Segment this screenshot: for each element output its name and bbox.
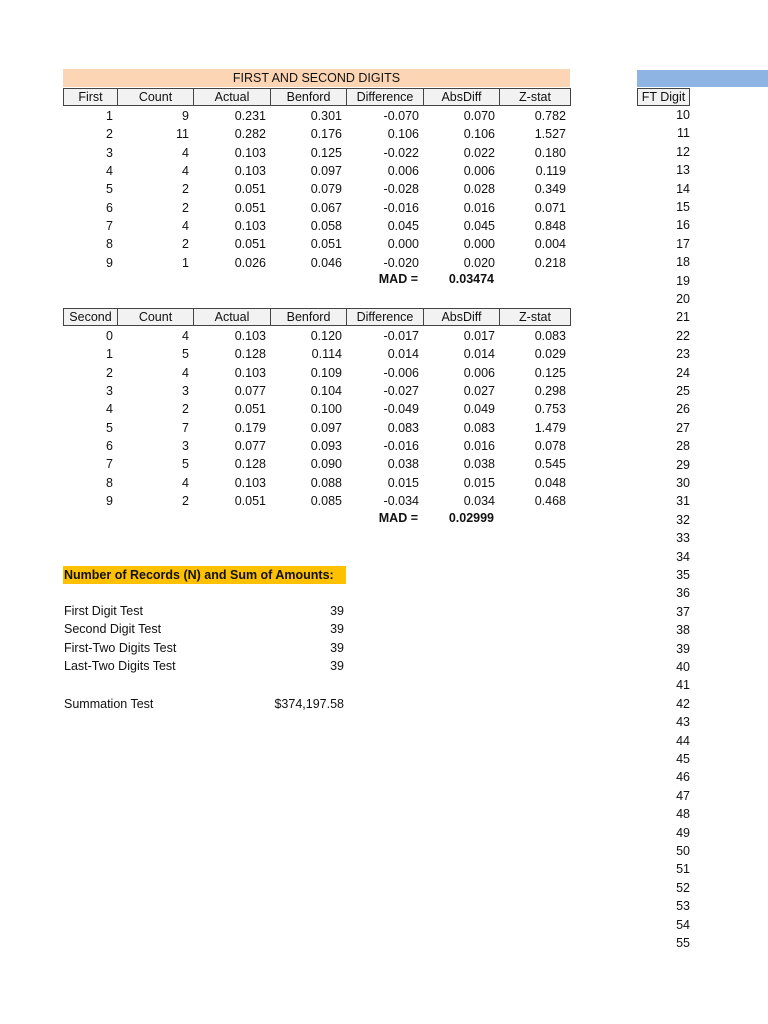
cell-difference: 0.006	[387, 164, 419, 179]
ft-digit-value: 17	[676, 236, 690, 251]
cell-digit: 1	[106, 109, 113, 123]
cell-benford: 0.051	[310, 237, 342, 252]
header-benford: Benford	[270, 308, 347, 326]
cell-count: 2	[182, 200, 189, 215]
cell-digit: 8	[106, 237, 113, 252]
cell-difference: 0.015	[387, 475, 419, 490]
cell-difference: -0.027	[383, 384, 419, 399]
cell-zstat: 0.782	[534, 109, 566, 123]
ft-digit-value: 36	[676, 586, 690, 601]
cell-zstat: 0.078	[534, 439, 566, 454]
cell-count: 5	[182, 457, 189, 472]
record-label: Second Digit Test	[64, 622, 162, 637]
cell-difference: 0.000	[387, 237, 419, 252]
cell-actual: 0.103	[234, 145, 266, 160]
cell-zstat: 0.004	[534, 237, 566, 252]
ft-digit-value: 38	[676, 623, 690, 638]
cell-difference: -0.016	[383, 200, 419, 215]
cell-actual: 0.051	[234, 402, 266, 417]
cell-actual: 0.128	[234, 457, 266, 472]
cell-benford: 0.104	[310, 384, 342, 399]
cell-digit: 9	[106, 255, 113, 270]
cell-absdiff: 0.070	[463, 109, 495, 123]
cell-absdiff: 0.106	[463, 127, 495, 142]
ft-digit-value: 10	[676, 108, 690, 122]
cell-benford: 0.120	[310, 329, 342, 343]
cell-absdiff: 0.034	[463, 494, 495, 509]
cell-benford: 0.100	[310, 402, 342, 417]
cell-difference: 0.083	[387, 420, 419, 435]
cell-difference: -0.022	[383, 145, 419, 160]
cell-actual: 0.103	[234, 164, 266, 179]
ft-digit-value: 13	[676, 163, 690, 178]
cell-zstat: 0.753	[534, 402, 566, 417]
ft-digit-value: 32	[676, 512, 690, 527]
ft-digit-value: 28	[676, 439, 690, 454]
ft-header-bar	[637, 70, 768, 87]
ft-digit-value: 48	[676, 807, 690, 822]
header-actual: Actual	[193, 308, 271, 326]
cell-absdiff: 0.028	[463, 182, 495, 197]
cell-absdiff: 0.049	[463, 402, 495, 417]
cell-benford: 0.085	[310, 494, 342, 509]
cell-zstat: 0.083	[534, 329, 566, 343]
records-banner: Number of Records (N) and Sum of Amounts:	[63, 566, 346, 584]
cell-actual: 0.077	[234, 384, 266, 399]
cell-difference: -0.006	[383, 365, 419, 380]
cell-count: 4	[182, 164, 189, 179]
cell-absdiff: 0.016	[463, 439, 495, 454]
first-mad-label: MAD =	[378, 272, 418, 286]
ft-digit-value: 50	[676, 844, 690, 858]
first-mad-value: 0.03474	[448, 272, 494, 286]
cell-digit: 4	[106, 164, 113, 179]
ft-digit-value: 29	[676, 457, 690, 472]
cell-absdiff: 0.000	[463, 237, 495, 252]
cell-actual: 0.103	[234, 365, 266, 380]
cell-difference: -0.020	[383, 255, 419, 270]
ft-digit-value: 20	[676, 292, 690, 306]
ft-digit-value: 33	[676, 531, 690, 546]
cell-count: 4	[182, 219, 189, 234]
cell-count: 4	[182, 329, 189, 343]
cell-digit: 6	[106, 200, 113, 215]
cell-actual: 0.128	[234, 347, 266, 362]
header-absdiff: AbsDiff	[423, 88, 500, 106]
cell-benford: 0.114	[311, 347, 342, 362]
cell-digit: 4	[106, 402, 113, 417]
ft-digit-value: 34	[676, 549, 690, 564]
header-benford: Benford	[270, 88, 347, 106]
cell-count: 2	[182, 402, 189, 417]
ft-digit-value: 44	[676, 733, 690, 748]
cell-digit: 2	[106, 365, 113, 380]
ft-digit-value: 49	[676, 825, 690, 840]
cell-count: 7	[182, 420, 189, 435]
ft-digit-header: FT Digit	[637, 88, 690, 106]
cell-zstat: 0.349	[534, 182, 566, 197]
cell-digit: 1	[106, 347, 113, 362]
ft-digit-value: 31	[676, 494, 690, 509]
cell-count: 4	[182, 475, 189, 490]
ft-digit-value: 24	[676, 365, 690, 380]
ft-digit-value: 14	[676, 181, 690, 196]
ft-digit-value: 22	[676, 328, 690, 343]
header-digit: First	[63, 88, 118, 106]
ft-digit-value: 40	[676, 660, 690, 674]
cell-digit: 5	[106, 420, 113, 435]
cell-zstat: 0.119	[535, 164, 566, 179]
cell-benford: 0.067	[310, 200, 342, 215]
ft-digit-value: 43	[676, 715, 690, 730]
cell-count: 11	[176, 127, 189, 142]
cell-difference: 0.038	[387, 457, 419, 472]
cell-actual: 0.103	[234, 475, 266, 490]
cell-difference: -0.070	[383, 109, 419, 123]
header-count: Count	[117, 88, 194, 106]
cell-digit: 7	[106, 219, 113, 234]
ft-digit-value: 45	[676, 752, 690, 766]
cell-count: 4	[182, 365, 189, 380]
ft-digit-value: 41	[676, 678, 690, 693]
cell-zstat: 0.218	[534, 255, 566, 270]
ft-digit-value: 53	[676, 899, 690, 914]
cell-zstat: 0.468	[534, 494, 566, 509]
cell-absdiff: 0.027	[463, 384, 495, 399]
second-mad-label: MAD =	[378, 511, 418, 525]
cell-benford: 0.058	[310, 219, 342, 234]
ft-digit-value: 42	[676, 696, 690, 711]
cell-actual: 0.051	[234, 200, 266, 215]
ft-digit-value: 18	[676, 255, 690, 270]
cell-count: 2	[182, 237, 189, 252]
cell-digit: 3	[106, 384, 113, 399]
record-label: First Digit Test	[64, 604, 143, 618]
first-second-digits-banner: FIRST AND SECOND DIGITS	[63, 69, 570, 87]
ft-digit-value: 21	[676, 310, 690, 325]
cell-count: 5	[182, 347, 189, 362]
ft-digit-value: 11	[677, 126, 690, 141]
cell-digit: 0	[106, 329, 113, 343]
header-absdiff: AbsDiff	[423, 308, 500, 326]
cell-benford: 0.097	[310, 420, 342, 435]
header-zstat: Z-stat	[499, 308, 571, 326]
ft-digit-value: 12	[676, 144, 690, 159]
cell-benford: 0.088	[310, 475, 342, 490]
cell-absdiff: 0.014	[463, 347, 495, 362]
cell-benford: 0.109	[310, 365, 342, 380]
cell-absdiff: 0.020	[463, 255, 495, 270]
cell-absdiff: 0.016	[463, 200, 495, 215]
record-value: 39	[330, 640, 344, 655]
header-digit: Second	[63, 308, 118, 326]
cell-count: 2	[182, 494, 189, 509]
ft-digit-value: 26	[676, 402, 690, 417]
cell-absdiff: 0.017	[463, 329, 495, 343]
record-value: 39	[330, 622, 344, 637]
cell-actual: 0.077	[234, 439, 266, 454]
cell-benford: 0.125	[310, 145, 342, 160]
cell-benford: 0.079	[310, 182, 342, 197]
ft-digit-value: 39	[676, 641, 690, 656]
header-count: Count	[117, 308, 194, 326]
record-value: 39	[330, 658, 344, 673]
ft-digit-value: 25	[676, 384, 690, 398]
cell-count: 1	[182, 255, 189, 270]
header-difference: Difference	[346, 308, 424, 326]
ft-digit-value: 16	[676, 218, 690, 233]
cell-count: 9	[182, 109, 189, 123]
cell-digit: 8	[106, 475, 113, 490]
cell-digit: 2	[106, 127, 113, 142]
cell-benford: 0.090	[310, 457, 342, 472]
cell-actual: 0.282	[234, 127, 266, 142]
cell-actual: 0.179	[234, 420, 266, 435]
cell-count: 2	[182, 182, 189, 197]
ft-digit-value: 52	[676, 880, 690, 895]
cell-benford: 0.093	[310, 439, 342, 454]
cell-zstat: 0.848	[534, 219, 566, 234]
ft-digit-value: 23	[676, 347, 690, 362]
cell-digit: 3	[106, 145, 113, 160]
ft-digit-value: 35	[676, 568, 690, 582]
record-label: Last-Two Digits Test	[64, 658, 176, 673]
cell-zstat: 0.545	[534, 457, 566, 472]
ft-digit-value: 47	[676, 788, 690, 803]
ft-digit-value: 51	[676, 862, 690, 877]
cell-difference: 0.014	[387, 347, 419, 362]
cell-actual: 0.051	[234, 237, 266, 252]
cell-benford: 0.176	[310, 127, 342, 142]
cell-zstat: 0.180	[534, 145, 566, 160]
cell-actual: 0.231	[234, 109, 266, 123]
ft-digit-value: 54	[676, 917, 690, 932]
cell-actual: 0.103	[234, 219, 266, 234]
cell-benford: 0.046	[310, 255, 342, 270]
cell-digit: 5	[106, 182, 113, 197]
cell-zstat: 1.527	[534, 127, 566, 142]
cell-difference: -0.034	[383, 494, 419, 509]
ft-digit-value: 55	[676, 936, 690, 950]
header-actual: Actual	[193, 88, 271, 106]
cell-absdiff: 0.006	[463, 365, 495, 380]
summation-label: Summation Test	[64, 697, 154, 711]
ft-digit-value: 15	[676, 200, 690, 214]
ft-digit-value: 30	[676, 476, 690, 490]
cell-absdiff: 0.083	[463, 420, 495, 435]
cell-zstat: 1.479	[534, 420, 566, 435]
cell-benford: 0.097	[310, 164, 342, 179]
cell-zstat: 0.298	[534, 384, 566, 399]
cell-count: 3	[182, 439, 189, 454]
cell-actual: 0.103	[234, 329, 266, 343]
record-value: 39	[330, 604, 344, 618]
cell-zstat: 0.029	[534, 347, 566, 362]
cell-absdiff: 0.022	[463, 145, 495, 160]
ft-digit-value: 46	[676, 770, 690, 785]
cell-difference: 0.106	[387, 127, 419, 142]
cell-actual: 0.051	[234, 494, 266, 509]
cell-digit: 7	[106, 457, 113, 472]
cell-difference: -0.017	[383, 329, 419, 343]
record-label: First-Two Digits Test	[64, 640, 177, 655]
cell-benford: 0.301	[310, 109, 342, 123]
ft-digit-value: 19	[676, 273, 690, 288]
cell-digit: 6	[106, 439, 113, 454]
cell-absdiff: 0.038	[463, 457, 495, 472]
cell-actual: 0.026	[234, 255, 266, 270]
cell-zstat: 0.125	[534, 365, 566, 380]
summation-value: $374,197.58	[274, 697, 344, 711]
cell-zstat: 0.048	[534, 475, 566, 490]
cell-difference: -0.028	[383, 182, 419, 197]
cell-zstat: 0.071	[534, 200, 566, 215]
cell-digit: 9	[106, 494, 113, 509]
cell-absdiff: 0.015	[463, 475, 495, 490]
cell-absdiff: 0.006	[463, 164, 495, 179]
second-mad-value: 0.02999	[448, 511, 494, 525]
ft-digit-value: 37	[676, 604, 690, 619]
header-difference: Difference	[346, 88, 424, 106]
cell-difference: -0.049	[383, 402, 419, 417]
cell-count: 3	[182, 384, 189, 399]
cell-actual: 0.051	[234, 182, 266, 197]
ft-digit-value: 27	[676, 420, 690, 435]
cell-count: 4	[182, 145, 189, 160]
cell-difference: 0.045	[387, 219, 419, 234]
header-zstat: Z-stat	[499, 88, 571, 106]
cell-absdiff: 0.045	[463, 219, 495, 234]
cell-difference: -0.016	[383, 439, 419, 454]
